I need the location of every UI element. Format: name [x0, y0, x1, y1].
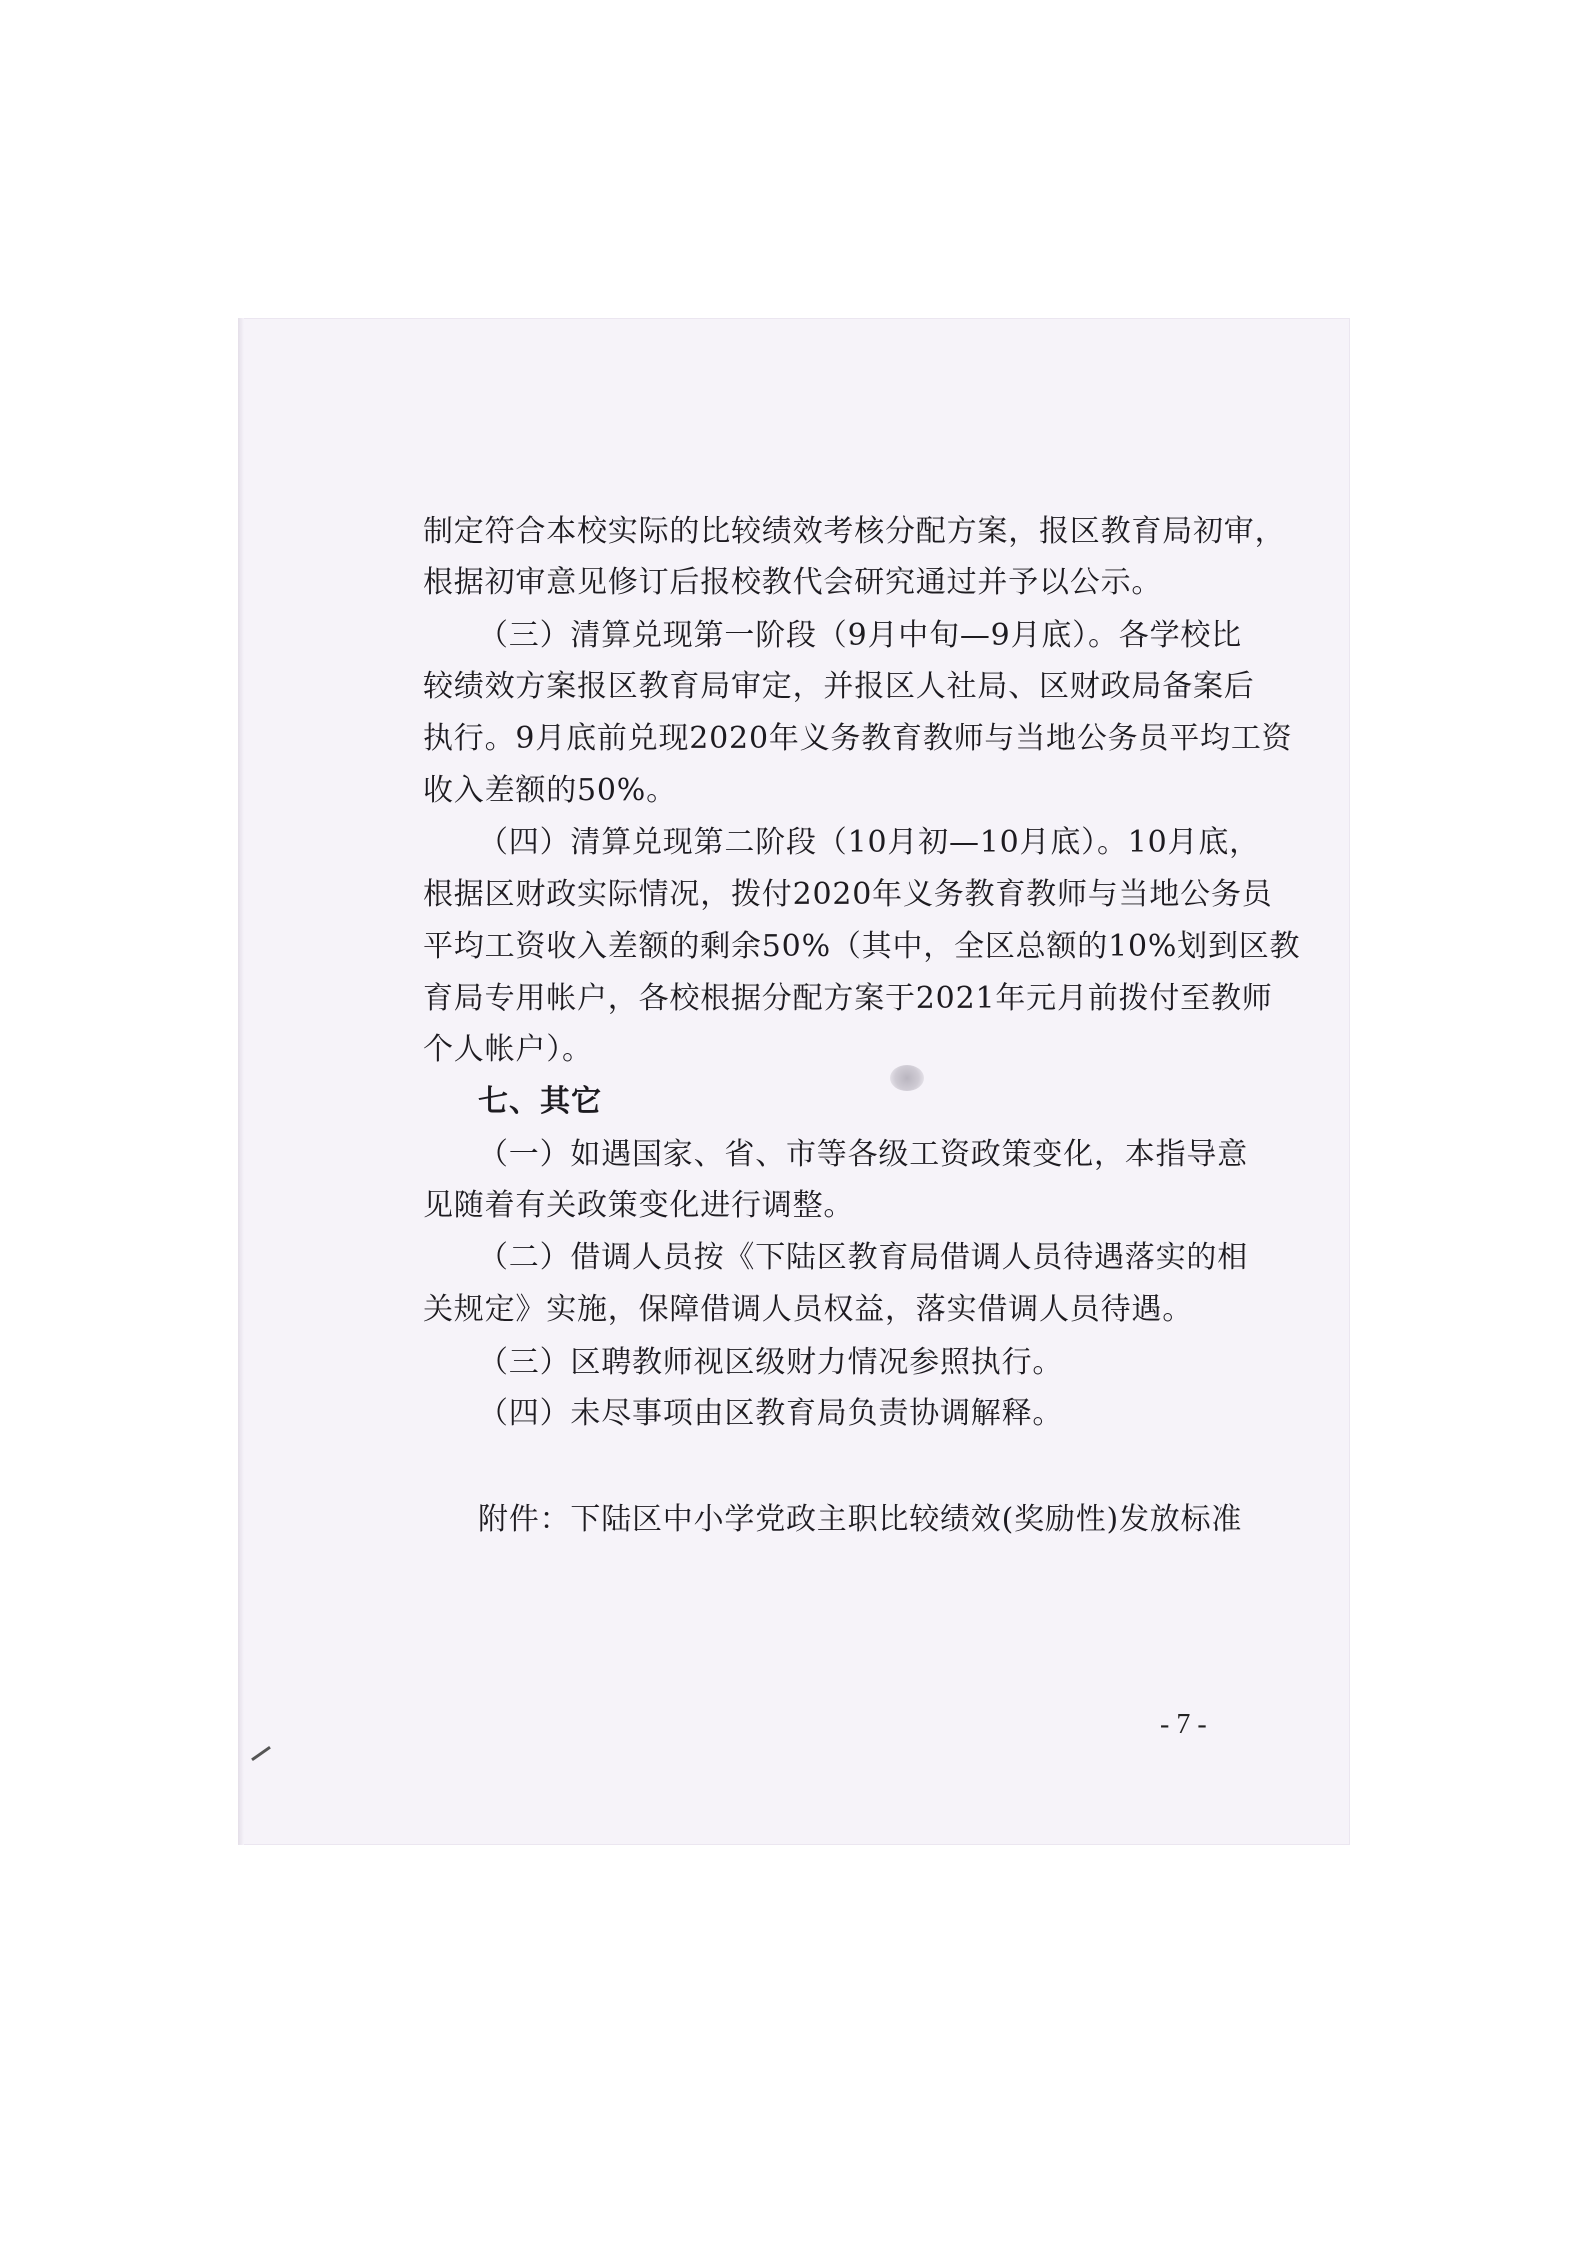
page-number: - 7 - — [1160, 1709, 1207, 1740]
body-line: 根据区财政实际情况，拨付2020年义务教育教师与当地公务员 — [423, 877, 1273, 912]
body-line: 个人帐户）。 — [423, 1032, 593, 1067]
other-item-line: （三）区聘教师视区级财力情况参照执行。 — [478, 1345, 1064, 1380]
other-item-line: （一）如遇国家、省、市等各级工资政策变化，本指导意 — [478, 1137, 1248, 1172]
body-line: 育局专用帐户，各校根据分配方案于2021年元月前拨付至教师 — [423, 981, 1273, 1016]
other-item-line: （四）未尽事项由区教育局负责协调解释。 — [478, 1396, 1064, 1431]
body-line: 制定符合本校实际的比较绩效考核分配方案，报区教育局初审， — [423, 514, 1286, 549]
attachment-line: 附件：下陆区中小学党政主职比较绩效(奖励性)发放标准 — [478, 1502, 1243, 1537]
scan-smudge-mark — [890, 1065, 924, 1091]
body-line: 收入差额的50%。 — [423, 773, 677, 808]
body-line: 平均工资收入差额的剩余50%（其中，全区总额的10%划到区教 — [423, 929, 1301, 964]
body-line: 执行。9月底前兑现2020年义务教育教师与当地公务员平均工资 — [423, 721, 1293, 756]
body-line: 较绩效方案报区教育局审定，并报区人社局、区财政局备案后 — [423, 669, 1255, 704]
body-line: 根据初审意见修订后报校教代会研究通过并予以公示。 — [423, 565, 1163, 600]
other-item-line: 见随着有关政策变化进行调整。 — [423, 1188, 855, 1223]
paragraph-line: （四）清算兑现第二阶段（10月初—10月底）。10月底， — [478, 825, 1260, 860]
other-item-line: （二）借调人员按《下陆区教育局借调人员待遇落实的相 — [478, 1240, 1248, 1275]
paragraph-line: （三）清算兑现第一阶段（9月中旬—9月底）。各学校比 — [478, 618, 1242, 653]
other-item-line: 关规定》实施，保障借调人员权益，落实借调人员待遇。 — [423, 1292, 1193, 1327]
section-heading: 七、其它 — [478, 1084, 602, 1119]
